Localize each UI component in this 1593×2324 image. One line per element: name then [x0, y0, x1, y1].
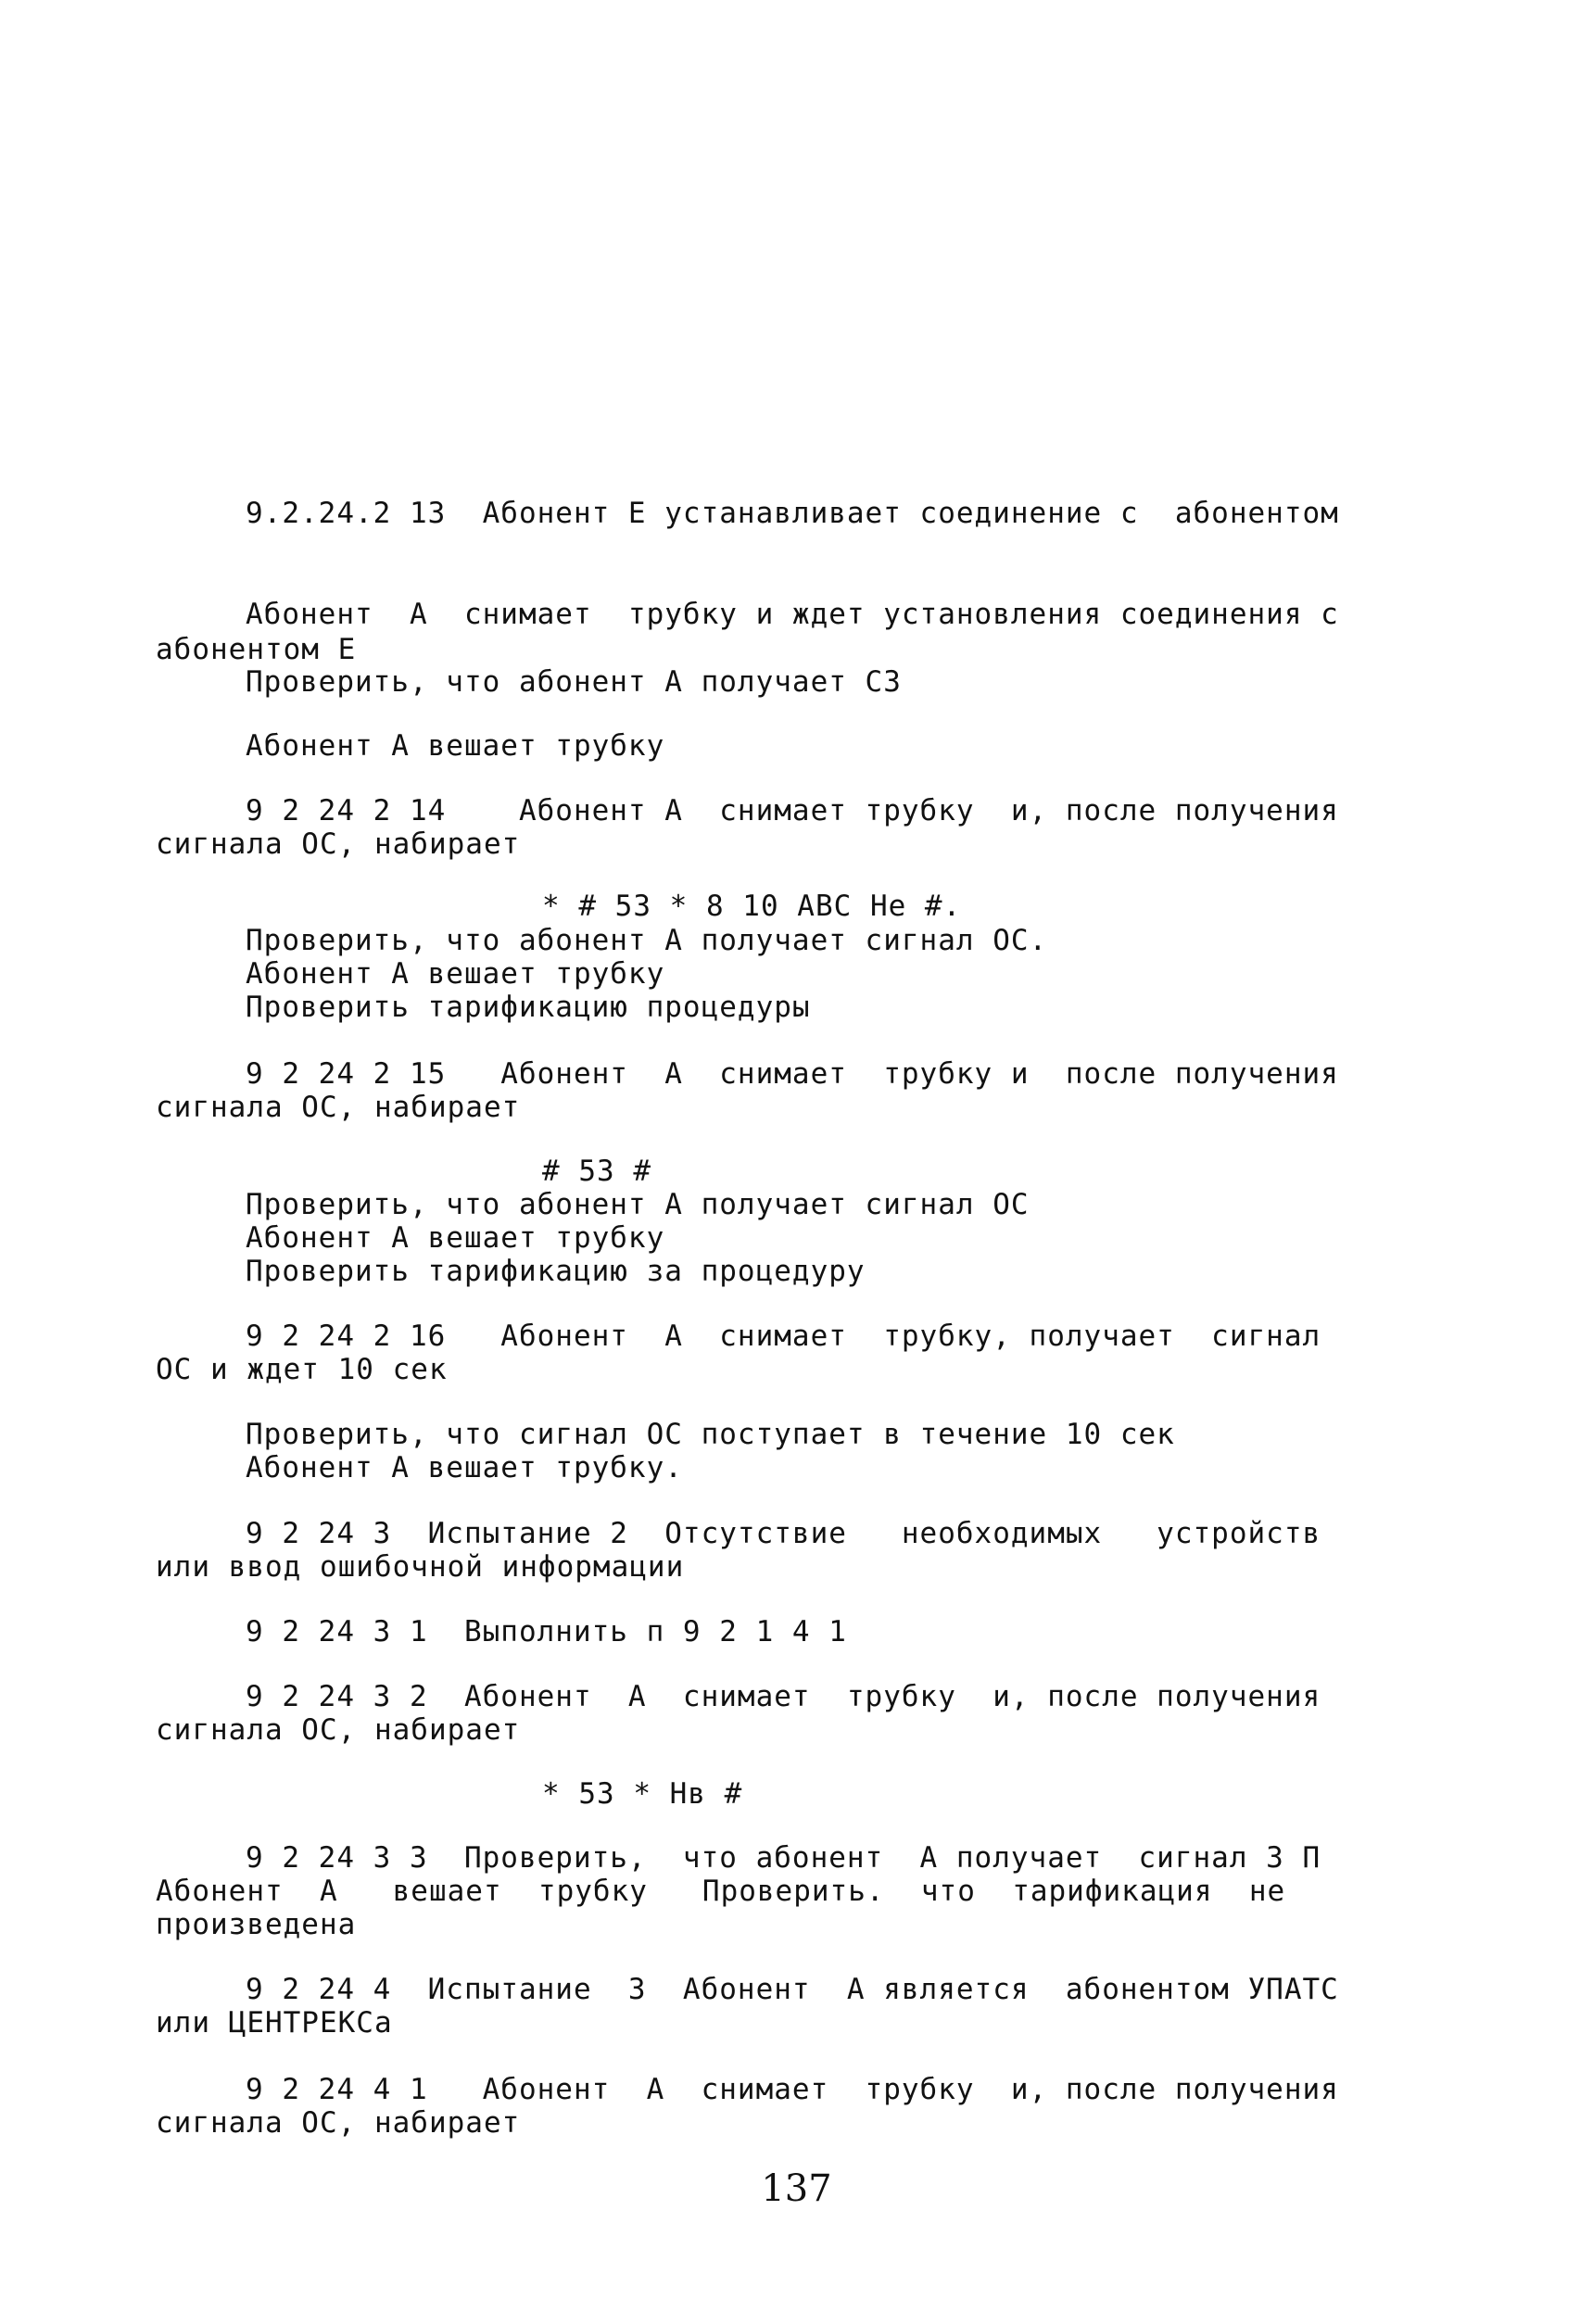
text-line: сигнала ОС, набирает [156, 1091, 521, 1124]
text-line: Проверить, что абонент А получает сигнал ОС. [246, 924, 1048, 957]
text-line: или ввод ошибочной информации [156, 1550, 685, 1584]
text-line: 9 2 24 2 16 Абонент А снимает трубку, получает сигнал [246, 1320, 1321, 1353]
text-line: 9 2 24 4 1 Абонент А снимает трубку и, после получения [246, 2073, 1339, 2106]
text-line: сигнала ОС, набирает [156, 2106, 521, 2140]
text-line: сигнала ОС, набирает [156, 1713, 521, 1747]
text-line: Абонент А снимает трубку и ждет установления соединения с [246, 598, 1339, 631]
text-line: Абонент А вешает трубку [246, 729, 665, 763]
text-line: Абонент А вешает трубку [246, 1221, 665, 1255]
section-heading: 9 2 24 4 Испытание 3 Абонент А является абонентом УПАТС [246, 1973, 1339, 2006]
text-line: 9.2.24.2 13 Абонент Е устанавливает соединение с абонентом [246, 497, 1339, 530]
text-line: Абонент А вешает трубку. [246, 1451, 683, 1484]
text-line: Проверить тарификацию процедуры [246, 991, 811, 1024]
text-line: Проверить, что абонент А получает сигнал ОС [246, 1188, 1030, 1221]
text-line: Проверить, что сигнал ОС поступает в течение 10 сек [246, 1418, 1175, 1451]
text-line: 9 2 24 3 3 Проверить, что абонент А получает сигнал 3 П [246, 1841, 1321, 1875]
text-line: сигнала ОС, набирает [156, 827, 521, 861]
text-line: абонентом Е [156, 633, 357, 666]
text-line: Абонент А вешает трубку [246, 957, 665, 991]
text-line: 9 2 24 2 14 Абонент А снимает трубку и, после получения [246, 794, 1339, 827]
text-line: 9 2 24 2 15 Абонент А снимает трубку и после получения [246, 1057, 1339, 1091]
dial-sequence: # 53 # [542, 1155, 651, 1188]
text-line: ОС и ждет 10 сек [156, 1353, 448, 1386]
page-number: 137 [761, 2167, 832, 2210]
text-line: или ЦЕНТРЕКСа [156, 2006, 393, 2040]
text-line: произведена [156, 1908, 357, 1941]
section-heading: 9 2 24 3 Испытание 2 Отсутствие необходимых устройств [246, 1517, 1321, 1550]
text-line: 9 2 24 3 1 Выполнить п 9 2 1 4 1 [246, 1615, 847, 1648]
text-line: Проверить, что абонент А получает СЗ [246, 665, 902, 699]
text-line: Абонент А вешает трубку Проверить. что тарификация не [156, 1875, 1286, 1908]
dial-sequence: * # 53 * 8 10 АВС Не #. [542, 890, 962, 923]
text-line: 9 2 24 3 2 Абонент А снимает трубку и, после получения [246, 1680, 1321, 1713]
dial-sequence: * 53 * Нв # [542, 1777, 743, 1811]
text-line: Проверить тарификацию за процедуру [246, 1255, 866, 1288]
